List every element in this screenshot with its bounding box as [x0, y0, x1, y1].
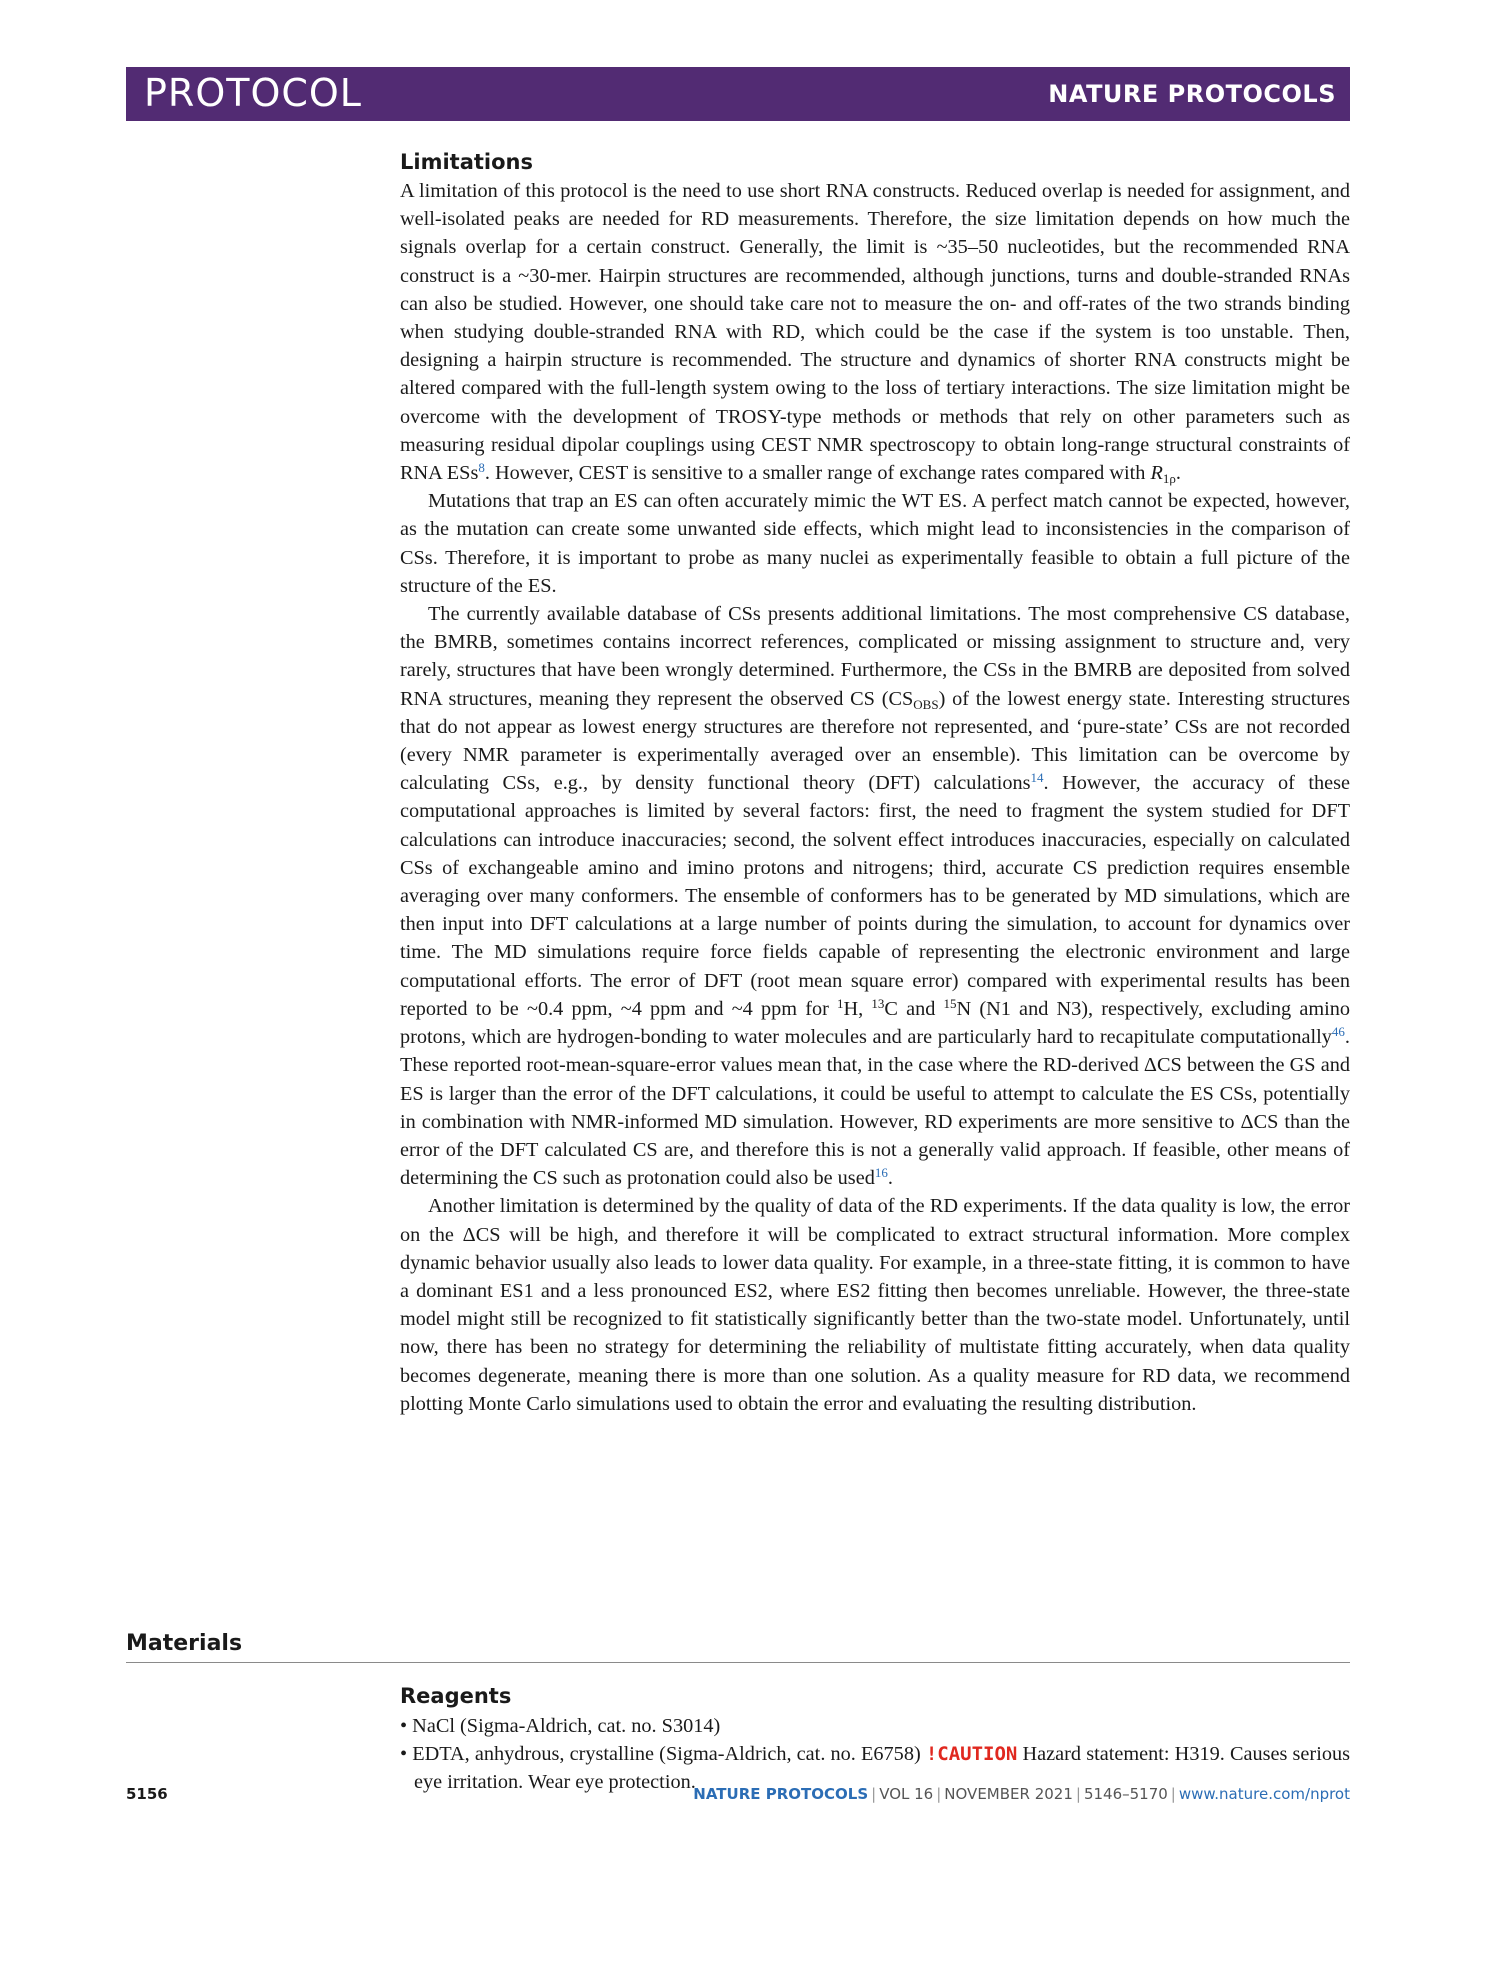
symbol: R — [1150, 462, 1163, 485]
subscript: OBS — [913, 696, 939, 712]
text-span: N (N1 and N3), respectively, excluding amino protons, which are hydrogen-bonding to water molecules and are particularly hard to recapitulate computationally — [400, 997, 1351, 1049]
paragraph-4: Another limitation is determined by the quality of data of the RD experiments. If the data quality is low, the error on the ΔCS will be high, and therefore it will be complicated to extract structural information. More complex dynamic behavior usually also leads to lower data quality. For example, in a three-state fitting, it is common to have a dominant ES1 and a less pronounced ES2, where ES2 fitting then becomes unreliable. However, the three-state model might still be recognized to fit statistically significantly better than the two-state model. Unfortunately, until now, there has been no strategy for determining the reliability of multistate fitting accurately, when data quality becomes degenerate, meaning there is more than one solution. As a quality measure for RD data, we recommend plotting Monte Carlo simulations used to obtain the error and evaluating the resulting distribution. — [400, 1195, 1350, 1415]
limitations-body — [400, 177, 1350, 1418]
text-span: A limitation of this protocol is the need to use short RNA constructs. Reduced overlap is needed for assignment, and well-isolated peaks are needed for RD measurements. Therefore, the size limitation depends on how much the signals overlap for a certain construct. Generally, the limit is ~35–50 nucleotides, but the recommended RNA construct is a ~30-mer. Hairpin structures are recommended, although junctions, turns and double-stranded RNAs can also be studied. However, one should take care not to measure the on- and off-rates of the two strands binding when studying double-stranded RNA with RD, which could be the case if the system is too unstable. Then, designing a hairpin structure is recommended. The structure and dynamics of shorter RNA constructs might be altered compared with the full-length system owing to the loss of tertiary interactions. The size limitation might be overcome with the development of TROSY-type methods or methods that rely on other parameters such as measuring residual dipolar couplings using CEST NMR spectroscopy to obtain long-range structural constraints of RNA ESs — [400, 180, 1350, 485]
superscript: 13 — [871, 995, 885, 1011]
paragraph-2: Mutations that trap an ES can often accurately mimic the WT ES. A perfect match cannot be expected, however, as the mutation can create some unwanted side effects, which might lead to inconsistencies in the comparison of CSs. Therefore, it is important to probe as many nuclei as experimentally feasible to obtain a full picture of the structure of the ES. — [400, 490, 1350, 597]
footer-journal: NATURE PROTOCOLS — [693, 1785, 869, 1803]
section-divider — [126, 1662, 1350, 1663]
text-span: Hazard statement: H319. Causes serious eye irritation. Wear eye protection. — [414, 1743, 1350, 1794]
reagents-heading: Reagents — [400, 1684, 512, 1708]
superscript: 1 — [837, 995, 844, 1011]
paragraph-3 — [400, 600, 1350, 1192]
journal-name-label: NATURE PROTOCOLS — [1048, 80, 1336, 108]
text-span: . These reported root-mean-square-error values mean that, in the case where the RD-derived ΔCS between the GS and ES is larger than the error of the DFT calculations, it could be useful to attempt to calculate the ES CSs, potentially in combination with NMR-informed MD simulation. However, RD experiments are more sensitive to ΔCS than the error of the DFT calculated CS are, and therefore this is not a generally valid approach. If feasible, other means of determining the CS such as protonation could also be used — [400, 1026, 1350, 1190]
reagent-item: • NaCl (Sigma-Aldrich, cat. no. S3014) — [400, 1715, 721, 1737]
footer-volume: VOL 16 — [879, 1785, 934, 1803]
materials-heading: Materials — [126, 1631, 243, 1656]
limitations-heading: Limitations — [400, 150, 533, 174]
page-number: 5156 — [126, 1785, 168, 1803]
citation-link[interactable]: 16 — [874, 1165, 888, 1181]
separator: | — [936, 1785, 942, 1803]
footer-date: NOVEMBER 2021 — [944, 1785, 1073, 1803]
text-span: . — [1175, 462, 1181, 485]
reagents-section — [400, 1684, 1350, 1797]
journal-banner — [126, 67, 1350, 121]
reagent-list — [400, 1712, 1350, 1797]
citation-link[interactable]: 14 — [1030, 770, 1044, 786]
footer-url-link[interactable]: www.nature.com/nprot — [1178, 1785, 1350, 1803]
citation-link[interactable]: 8 — [478, 460, 485, 476]
limitations-section — [400, 150, 1350, 1418]
footer-pages: 5146–5170 — [1083, 1785, 1168, 1803]
paragraph-1 — [400, 177, 1350, 487]
text-span: C and — [884, 997, 944, 1020]
article-type-label: PROTOCOL — [144, 71, 362, 115]
footer-citation — [693, 1785, 1350, 1803]
text-span: H, — [843, 997, 872, 1020]
text-span: ) of the lowest energy state. Interesting structures that do not appear as lowest energy structures are therefore not represented, and ‘pure-state’ CSs are not recorded (every NMR parameter is experimentally averaged over an ensemble). This limitation can be overcome by calculating CSs, e.g., by density functional theory (DFT) calculations — [400, 687, 1350, 795]
text-span: . However, the accuracy of these computational approaches is limited by several factors: first, the need to fragment the system studied for DFT calculations can introduce inaccuracies; second, the solvent effect introduces inaccuracies, especially on calculated CSs of exchangeable amino and imino protons and nitrogens; third, accurate CS prediction requires ensemble averaging over many conformers. The ensemble of conformers has to be generated by MD simulations, which are then input into DFT calculations at a large number of points during the simulation, to account for dynamics over time. The MD simulations require force fields capable of representing the electronic environment and large computational efforts. The error of DFT (root mean square error) compared with experimental results has been reported to be ~0.4 ppm, ~4 ppm and ~4 ppm for — [400, 772, 1350, 1020]
separator: | — [871, 1785, 877, 1803]
text-span: . However, CEST is sensitive to a smaller range of exchange rates compared with — [484, 462, 1151, 485]
text-span: The currently available database of CSs presents additional limitations. The most comprehensive CS database, the BMRB, sometimes contains incorrect references, complicated or missing assignment to structure and, very rarely, structures that have been wrongly determined. Furthermore, the CSs in the BMRB are deposited from solved RNA structures, meaning they represent the observed CS (CS — [400, 603, 1350, 710]
separator: | — [1075, 1785, 1081, 1803]
symbol-subscript: 1ρ — [1162, 471, 1176, 487]
caution-label: !CAUTION — [925, 1743, 1018, 1766]
text-span: . — [887, 1167, 893, 1190]
separator: | — [1170, 1785, 1176, 1803]
citation-link[interactable]: 46 — [1331, 1024, 1345, 1040]
superscript: 15 — [943, 995, 957, 1011]
text-span: • EDTA, anhydrous, crystalline (Sigma-Aldrich, cat. no. E6758) — [400, 1743, 926, 1766]
